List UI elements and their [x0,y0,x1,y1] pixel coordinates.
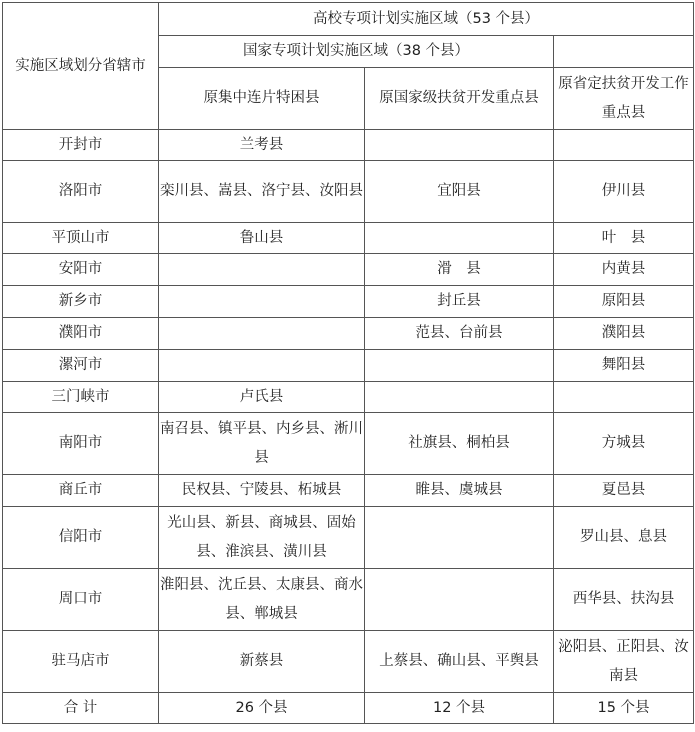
cell-city: 开封市 [3,130,159,161]
header-empty-cell [554,36,694,68]
cell-city: 安阳市 [3,254,159,286]
cell-city: 漯河市 [3,350,159,382]
cell-city: 平顶山市 [3,223,159,254]
table-row [3,475,694,507]
cell-city: 周口市 [3,569,159,631]
cell-national: 睢县、虞城县 [365,475,554,507]
cell-national [365,130,554,161]
table-row [3,382,694,413]
cell-provincial: 舞阳县 [554,350,694,382]
cell-national [365,223,554,254]
cell-national [365,350,554,382]
cell-contiguous [159,286,365,318]
cell-contiguous: 栾川县、嵩县、洛宁县、汝阳县 [159,161,365,223]
cell-city: 三门峡市 [3,382,159,413]
cell-national: 滑 县 [365,254,554,286]
header-provincial-poverty: 原省定扶贫开发工作重点县 [554,68,694,130]
cell-city: 南阳市 [3,413,159,475]
total-row [3,693,694,724]
cell-city: 信阳市 [3,507,159,569]
cell-national: 范县、台前县 [365,318,554,350]
cell-city: 驻马店市 [3,631,159,693]
cell-provincial: 夏邑县 [554,475,694,507]
cell-contiguous: 鲁山县 [159,223,365,254]
cell-contiguous: 南召县、镇平县、内乡县、淅川县 [159,413,365,475]
cell-provincial: 方城县 [554,413,694,475]
cell-national [365,569,554,631]
cell-provincial: 原阳县 [554,286,694,318]
cell-contiguous: 光山县、新县、商城县、固始县、淮滨县、潢川县 [159,507,365,569]
cell-national [365,382,554,413]
table-row [3,350,694,382]
total-provincial: 15 个县 [554,693,694,724]
cell-provincial: 西华县、扶沟县 [554,569,694,631]
table-row [3,631,694,693]
table-row [3,223,694,254]
header-university-program: 高校专项计划实施区域（53 个县） [159,3,694,36]
table-row [3,413,694,475]
cell-national [365,507,554,569]
header-region: 实施区域划分省辖市 [3,3,159,130]
cell-contiguous [159,254,365,286]
cell-provincial: 内黄县 [554,254,694,286]
cell-national: 社旗县、桐柏县 [365,413,554,475]
cell-contiguous: 新蔡县 [159,631,365,693]
table-row [3,318,694,350]
cell-contiguous [159,318,365,350]
cell-national: 封丘县 [365,286,554,318]
table-row [3,130,694,161]
table-row [3,161,694,223]
header-national-poverty: 原国家级扶贫开发重点县 [365,68,554,130]
cell-contiguous: 淮阳县、沈丘县、太康县、商水县、郸城县 [159,569,365,631]
cell-provincial [554,382,694,413]
cell-national: 上蔡县、确山县、平舆县 [365,631,554,693]
cell-city: 濮阳市 [3,318,159,350]
cell-city: 新乡市 [3,286,159,318]
cell-provincial: 罗山县、息县 [554,507,694,569]
total-contiguous: 26 个县 [159,693,365,724]
header-contiguous: 原集中连片特困县 [159,68,365,130]
cell-provincial: 叶 县 [554,223,694,254]
total-national: 12 个县 [365,693,554,724]
cell-provincial: 伊川县 [554,161,694,223]
total-label: 合 计 [3,693,159,724]
cell-contiguous: 卢氏县 [159,382,365,413]
header-national-program: 国家专项计划实施区域（38 个县） [159,36,554,68]
cell-contiguous: 民权县、宁陵县、柘城县 [159,475,365,507]
table-row [3,254,694,286]
table-row [3,507,694,569]
cell-contiguous: 兰考县 [159,130,365,161]
county-table [2,2,694,724]
cell-provincial: 泌阳县、正阳县、汝南县 [554,631,694,693]
cell-provincial [554,130,694,161]
table-row [3,569,694,631]
cell-city: 商丘市 [3,475,159,507]
table-row [3,286,694,318]
cell-contiguous [159,350,365,382]
cell-city: 洛阳市 [3,161,159,223]
cell-national: 宜阳县 [365,161,554,223]
cell-provincial: 濮阳县 [554,318,694,350]
